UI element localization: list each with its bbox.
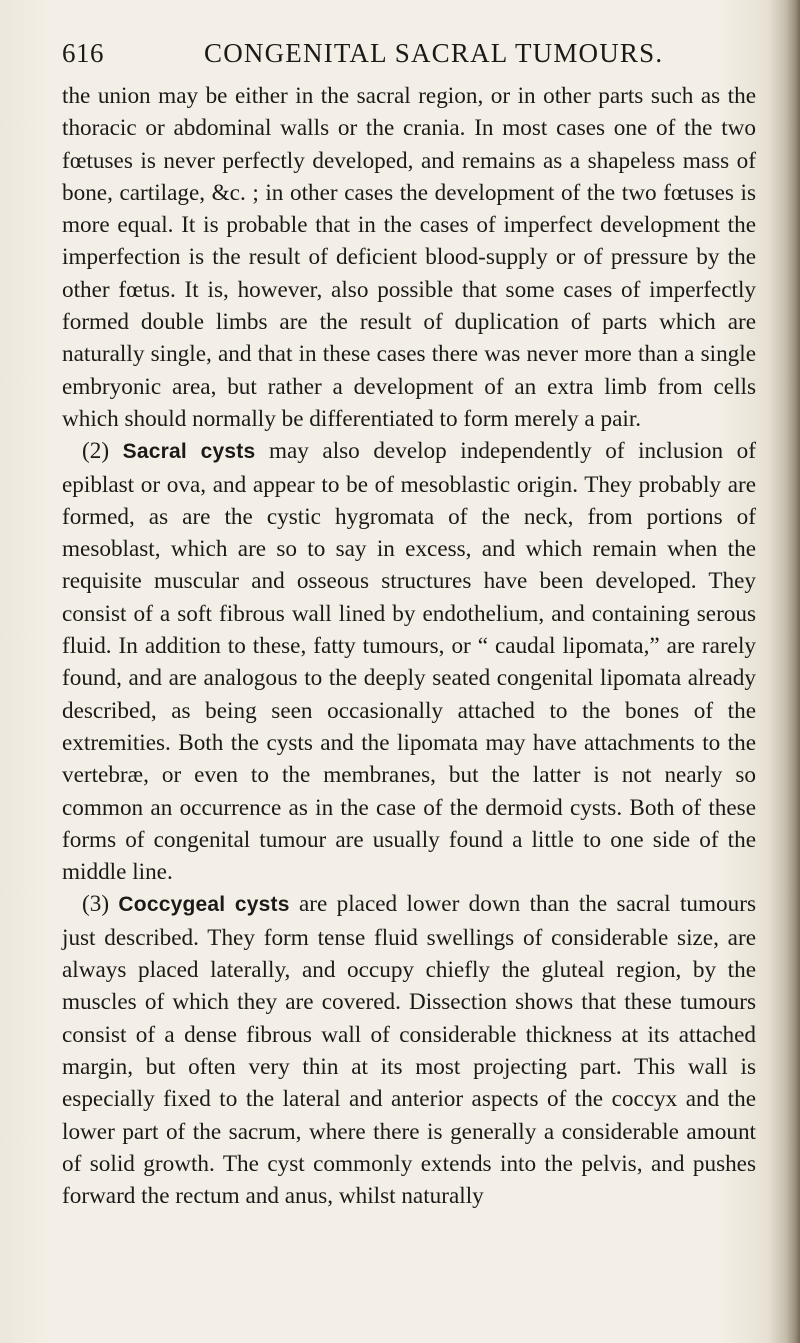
paragraph-coccygeal-cysts xyxy=(62,888,756,1212)
running-title: CONGENITAL SACRAL TUMOURS. xyxy=(204,38,664,68)
section-heading-coccygeal-cysts: Coccygeal cysts xyxy=(118,893,290,917)
paragraph-number: (3) xyxy=(82,891,110,918)
paragraph-text: the union may be either in the sacral region, or in other parts such as the thoracic or abdominal walls or the crania. In most cases one of the two fœtuses is never perfectly developed, and remains as a shapeless mass of bone, cartilage, &c. ; in other cases the development of the two fœtuses is more equal. It is probable that in the cases of imperfect development the imperfection is the result of deficient blood-supply or of pressure by the other fœtus. It is, however, also possible that some cases of imperfectly formed double limbs are the result of duplication of parts which are naturally single, and that in these cases there was never more than a single embryonic area, but rather a development of an extra limb from cells which should normally be differentiated to form merely a pair. xyxy=(62,83,756,432)
paragraph-text: may also develop independently of inclusion of epiblast or ova, and appear to be of mesoblastic origin. They probably are formed, as are the cystic hygromata of the neck, from portions of mesoblast, which are so to say in excess, and which remain when the requisite muscular and osseous structures have been developed. They consist of a soft fibrous wall lined by endothelium, and containing serous fluid. In addition to these, fatty tumours, or “ caudal lipomata,” are rarely found, and are analogous to the deeply seated congenital lipomata already described, as being seen occasionally attached to the bones of the extremities. Both the cysts and the lipomata may have attachments to the vertebræ, or even to the membranes, but the latter is not nearly so common an occurrence as in the case of the dermoid cysts. Both of these forms of congenital tumour are usually found a little to one side of the middle line. xyxy=(62,438,756,886)
body-text xyxy=(62,80,756,1212)
paragraph-continuation xyxy=(62,80,756,435)
page-number: 616 xyxy=(62,38,104,68)
paragraph-text: are placed lower down than the sacral tumours just described. They form tense fluid swellings of considerable size, are always placed laterally, and occupy chiefly the gluteal region, by the muscles of which they are covered. Dissection shows that these tumours consist of a dense fibrous wall of considerable thickness at its attached margin, but often very thin at its most projecting part. This wall is especially fixed to the lateral and anterior aspects of the coccyx and the lower part of the sacrum, where there is generally a considerable amount of solid growth. The cyst commonly extends into the pelvis, and pushes forward the rectum and anus, whilst naturally xyxy=(62,891,756,1210)
paragraph-number: (2) xyxy=(82,438,110,465)
page-edge-shadow xyxy=(786,0,800,1343)
page-header xyxy=(62,36,752,76)
paragraph-sacral-cysts xyxy=(62,435,756,888)
section-heading-sacral-cysts: Sacral cysts xyxy=(122,440,256,464)
